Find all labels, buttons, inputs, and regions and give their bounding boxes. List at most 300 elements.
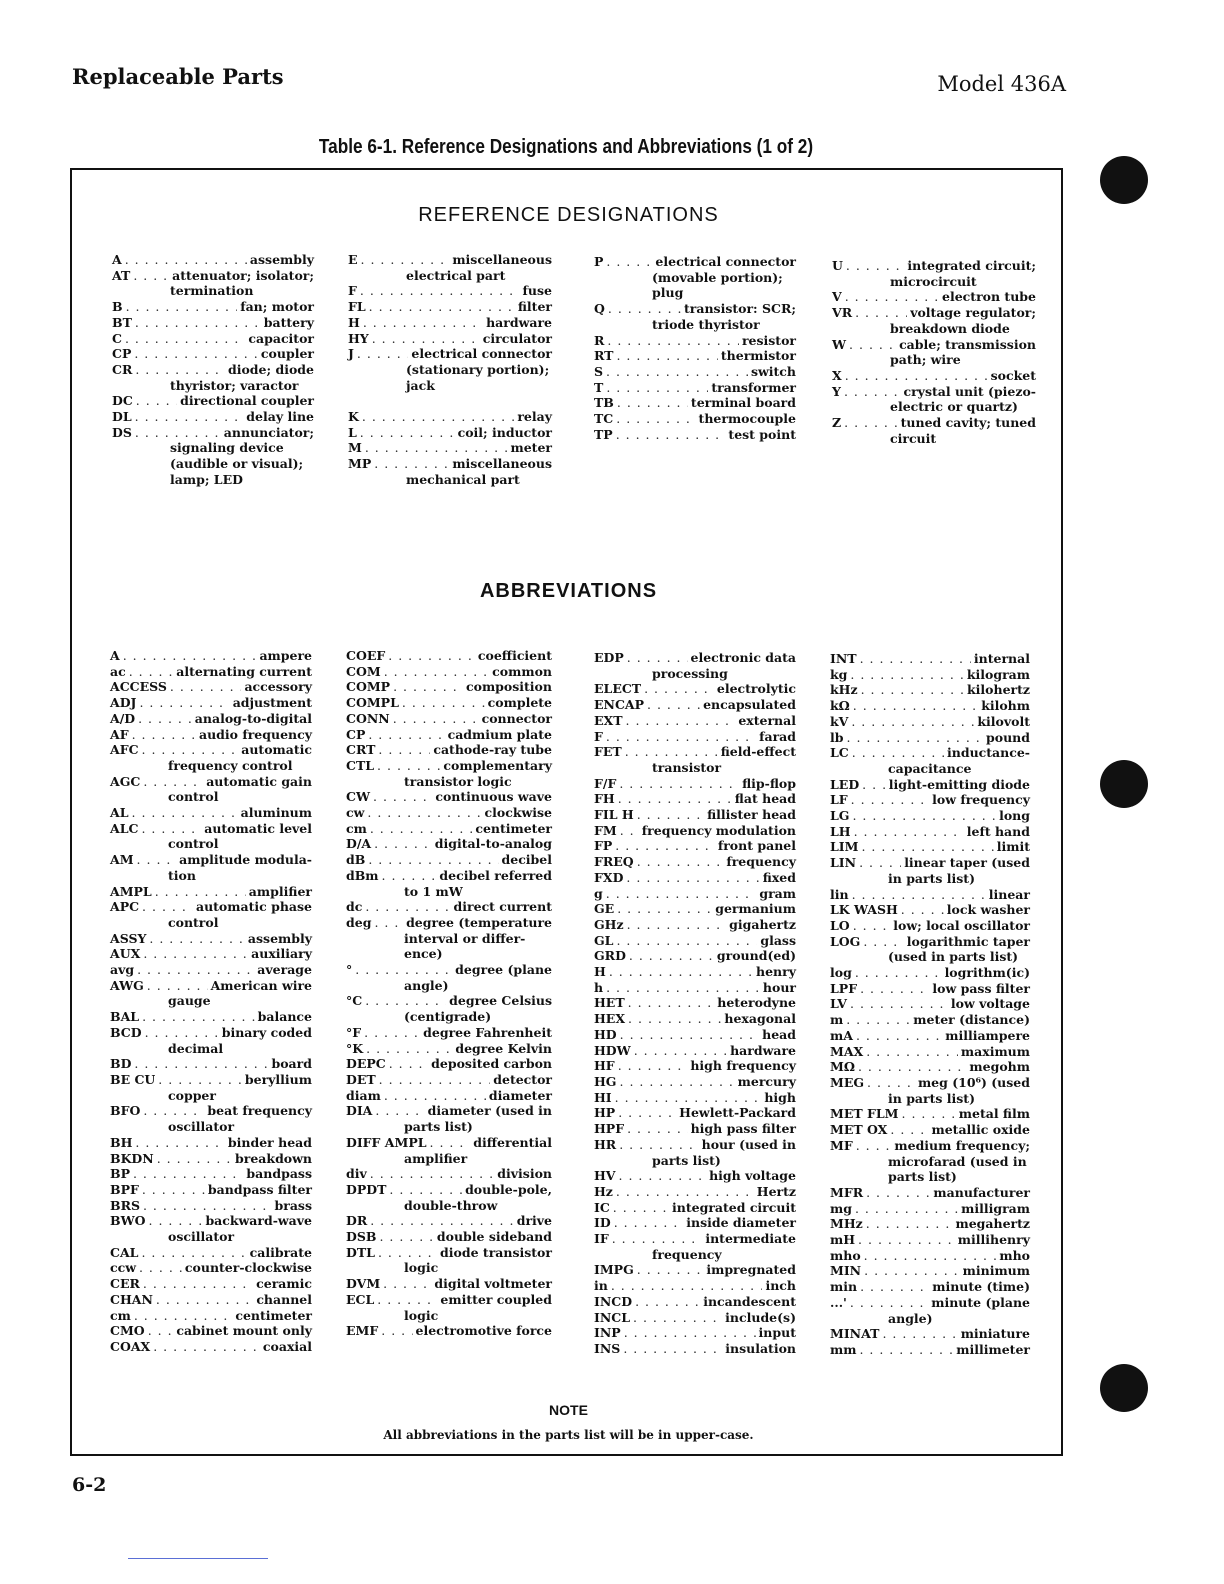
leader-dots [381, 1323, 412, 1339]
entry [110, 1276, 312, 1292]
entry-definition: fan; motor [240, 299, 314, 315]
entry-term: FET [594, 744, 622, 760]
leader-dots [360, 425, 455, 441]
entry [110, 679, 312, 695]
entry-definition: coupler [260, 346, 314, 362]
entry-definition: metal film [958, 1106, 1030, 1122]
leader-dots [155, 884, 246, 900]
entry-definition: channel [256, 1291, 312, 1307]
entry-definition: capacitor [248, 330, 314, 346]
entry [830, 1122, 1030, 1138]
ref-column-3 [594, 254, 796, 442]
entry [594, 348, 796, 364]
leader-dots [635, 1294, 700, 1310]
entry-continuation: circuit [890, 430, 937, 446]
entry-definition: logrithm(ic) [944, 965, 1030, 981]
entry [348, 346, 552, 393]
leader-dots [370, 1166, 495, 1182]
entry-term: Y [832, 383, 841, 399]
entry-continuation: angle) [888, 1310, 933, 1326]
leader-dots [133, 1166, 243, 1182]
entry-definition: include(s) [725, 1309, 796, 1325]
entry-definition: miscellaneous [452, 456, 552, 472]
entry-definition: electrical connector [655, 254, 796, 269]
leader-dots [860, 1279, 929, 1295]
entry-term: GHz [594, 916, 624, 932]
leader-dots [378, 1245, 437, 1261]
entry-term: TC [594, 411, 614, 427]
leader-dots [142, 742, 239, 758]
entry [346, 836, 552, 852]
entry-term: HEX [594, 1011, 626, 1027]
entry [346, 993, 552, 1024]
leader-dots [378, 742, 430, 758]
entry-definition: continuous wave [435, 789, 552, 805]
entry [830, 1216, 1030, 1232]
entry-definition: automatic gain [206, 773, 312, 789]
entry [594, 744, 796, 775]
entry-term: EXT [594, 712, 623, 728]
leader-dots [609, 964, 753, 980]
leader-dots [367, 805, 481, 821]
note-heading: NOTE [549, 1402, 588, 1418]
entry-continuation: electric or quartz) [890, 399, 1018, 415]
entry-term: EMF [346, 1323, 379, 1339]
entry [348, 315, 552, 331]
entry [830, 918, 1030, 934]
leader-dots [637, 1262, 704, 1278]
leader-dots [389, 1056, 428, 1072]
leader-dots [852, 808, 996, 824]
leader-dots [138, 711, 192, 727]
entry-term: FXD [594, 869, 624, 885]
abbr-column-3 [594, 650, 796, 1357]
entry-definition: impregnated [706, 1262, 796, 1278]
leader-dots [374, 915, 403, 931]
entry [112, 425, 314, 488]
entry-term: mA [830, 1027, 853, 1043]
leader-dots [859, 855, 901, 871]
leader-dots [637, 854, 724, 870]
leader-dots [863, 934, 903, 950]
entry-term: ...' [830, 1294, 847, 1310]
leader-dots [143, 774, 203, 790]
entry [594, 1215, 796, 1231]
leader-dots [135, 409, 244, 425]
entry [112, 268, 314, 299]
entry-definition: connector [481, 710, 552, 726]
entry [594, 1090, 796, 1106]
entry-definition: linear taper (used [904, 855, 1030, 871]
entry-term: kV [830, 713, 849, 729]
entry [110, 1072, 312, 1103]
entry-continuation: electrical part [406, 267, 506, 283]
entry [832, 289, 1036, 305]
leader-dots [616, 411, 695, 427]
entry-definition: millimeter [956, 1341, 1030, 1357]
leader-dots [125, 331, 245, 347]
entry-definition: meg (10⁶) (used [917, 1074, 1030, 1090]
leader-dots [901, 902, 944, 918]
entry-term: F [594, 728, 603, 744]
entry [594, 411, 796, 427]
punch-hole [1100, 156, 1148, 204]
entry [830, 1342, 1030, 1358]
leader-dots [860, 981, 929, 997]
leader-dots [850, 1295, 928, 1311]
entry [110, 1213, 312, 1244]
entry-definition: external [738, 712, 796, 728]
leader-dots [844, 384, 901, 400]
entry-definition: high [764, 1089, 796, 1105]
entry-definition: average [257, 962, 312, 978]
entry-term: FM [594, 822, 617, 838]
entry-definition: resistor [741, 332, 796, 348]
entry-term: A [112, 252, 122, 267]
entry-definition: high pass filter [690, 1121, 796, 1137]
entry [110, 1135, 312, 1151]
entry-term: CP [112, 346, 132, 362]
entry-term: IC [594, 1199, 610, 1215]
entry-term: INCD [594, 1293, 633, 1309]
entry-term: diam [346, 1087, 381, 1103]
entry-term: ALC [110, 820, 139, 836]
entry-definition: ground(ed) [716, 948, 796, 964]
entry [594, 1027, 796, 1043]
entry [346, 742, 552, 758]
entry-term: BWO [110, 1213, 146, 1229]
entry [830, 745, 1030, 776]
entry-term: W [832, 336, 847, 352]
leader-dots [647, 697, 700, 713]
entry-term: TB [594, 395, 614, 411]
entry-definition: decibel referred [439, 867, 552, 883]
entry-definition: electronic data [690, 650, 796, 665]
entry-definition: decibel [501, 852, 552, 868]
entry [830, 1232, 1030, 1248]
entry-definition: digital voltmeter [434, 1276, 552, 1292]
entry-definition: delay line [246, 409, 314, 425]
entry-term: h [594, 979, 604, 995]
entry-definition: degree Fahrenheit [423, 1024, 552, 1040]
entry-continuation: angle) [404, 977, 449, 993]
leader-dots [384, 664, 489, 680]
leader-dots [852, 745, 944, 761]
entry-definition: intermediate [705, 1231, 796, 1247]
entry [830, 934, 1030, 965]
entry [594, 333, 796, 349]
entry [346, 805, 552, 821]
entry-definition: incandescent [703, 1293, 796, 1309]
entry-definition: head [762, 1026, 796, 1042]
entry [594, 948, 796, 964]
entry [346, 1166, 552, 1182]
leader-dots [129, 664, 174, 680]
entry [346, 821, 552, 837]
entry-definition: low; local oscillator [893, 917, 1030, 933]
entry-term: HG [594, 1073, 617, 1089]
leader-dots [844, 415, 898, 431]
leader-dots [853, 698, 978, 714]
entry-definition: relay [517, 409, 552, 425]
entry-definition: kilogram [966, 666, 1030, 682]
entry [594, 823, 796, 839]
entry [346, 1088, 552, 1104]
entry-definition: low frequency [932, 792, 1030, 808]
leader-dots [135, 315, 261, 331]
leader-dots [606, 380, 708, 396]
entry [594, 838, 796, 854]
entry [110, 1198, 312, 1214]
leader-dots [156, 1292, 253, 1308]
entry-definition: millihenry [957, 1232, 1030, 1248]
entry-term: CONN [346, 710, 390, 726]
entry-term: F/F [594, 775, 617, 791]
entry-term: dc [346, 899, 363, 915]
entry-term: AF [110, 726, 129, 742]
entry-term: FIL H [594, 807, 634, 823]
entry-definition: bandpass [246, 1166, 312, 1182]
leader-dots [890, 1122, 928, 1138]
entry-definition: frequency modulation [641, 822, 796, 838]
entry [346, 1245, 552, 1276]
entry-term: MAX [830, 1043, 864, 1059]
entry-term: min [830, 1279, 858, 1295]
entry-definition: terminal board [690, 395, 796, 411]
entry [594, 886, 796, 902]
entry-definition: miniature [960, 1326, 1030, 1342]
entry-definition: adjustment [232, 695, 312, 711]
entry [830, 714, 1030, 730]
entry-definition: cathode-ray tube [433, 742, 552, 758]
leader-dots [388, 648, 475, 664]
entry [830, 808, 1030, 824]
entry-definition: composition [466, 679, 552, 695]
leader-dots [864, 1248, 997, 1264]
entry-definition: hardware [730, 1042, 796, 1058]
entry-definition: alternating current [176, 663, 312, 679]
entry-term: MET FLM [830, 1106, 899, 1122]
entry-definition: Hertz [756, 1183, 796, 1199]
entry [594, 1043, 796, 1059]
entry-continuation: triode thyristor [652, 316, 760, 332]
entry-definition: mho [999, 1247, 1030, 1263]
entry-definition: division [497, 1166, 552, 1182]
entry [830, 1138, 1030, 1185]
entry-term: BH [110, 1134, 133, 1150]
entry-term: CW [346, 789, 370, 805]
entry [346, 899, 552, 915]
entry-term: FL [348, 299, 366, 315]
entry-term: FH [594, 791, 615, 807]
entry [112, 362, 314, 393]
leader-dots [862, 777, 886, 793]
leader-dots [132, 805, 238, 821]
entry-definition: internal [973, 651, 1030, 666]
entry [594, 364, 796, 380]
entry [346, 1041, 552, 1057]
entry [830, 667, 1030, 683]
leader-dots [379, 1072, 491, 1088]
leader-dots [856, 1028, 942, 1044]
entry-definition: electromotive force [415, 1323, 552, 1339]
ref-column-4 [832, 258, 1036, 446]
leader-dots [846, 1012, 910, 1028]
leader-dots [134, 1056, 268, 1072]
entry-definition: farad [759, 728, 796, 744]
entry [346, 648, 552, 664]
leader-dots [606, 254, 652, 270]
entry [594, 933, 796, 949]
leader-dots [623, 1341, 722, 1357]
entry-definition: minute (time) [932, 1279, 1030, 1295]
leader-dots [850, 667, 963, 683]
entry-definition: electrolytic [716, 681, 796, 697]
entry [346, 664, 552, 680]
entry-definition: metallic oxide [931, 1122, 1030, 1138]
entry-definition: binder head [227, 1134, 312, 1150]
entry-definition: henry [756, 964, 796, 980]
entry-definition: annunciator; [223, 424, 314, 440]
leader-dots [139, 695, 229, 711]
entry-definition: amplifier [248, 883, 312, 899]
leader-dots [614, 1215, 684, 1231]
entry-term: Z [832, 415, 842, 431]
reference-designations-title: REFERENCE DESIGNATIONS [418, 204, 719, 226]
leader-dots [606, 980, 760, 996]
leader-dots [619, 1137, 698, 1153]
leader-dots [383, 1276, 431, 1292]
leader-dots [153, 1339, 260, 1355]
entry [594, 1121, 796, 1137]
entry [594, 1058, 796, 1074]
entry [594, 901, 796, 917]
entry-term: CER [110, 1276, 140, 1292]
entry-term: H [348, 314, 360, 330]
entry-definition: centimeter [475, 820, 552, 836]
running-header-left: Replaceable Parts [72, 64, 284, 89]
entry-term: BKDN [110, 1150, 154, 1166]
entry-continuation: frequency control [168, 757, 293, 773]
entry-definition: high voltage [709, 1168, 796, 1184]
leader-dots [628, 995, 715, 1011]
leader-dots [142, 1182, 205, 1198]
entry [348, 456, 552, 487]
entry-term: K [348, 409, 359, 425]
entry-term: HP [594, 1105, 616, 1121]
entry-term: FREQ [594, 854, 634, 870]
entry-term: FP [594, 838, 613, 854]
entry-term: kΩ [830, 698, 850, 714]
entry-definition: circulator [482, 330, 552, 346]
leader-dots [853, 918, 891, 934]
entry-definition: degree (temperature [406, 914, 552, 930]
entry-definition: megohm [969, 1059, 1030, 1075]
entry-definition: automatic phase [195, 899, 312, 915]
entry-continuation: (used in parts list) [888, 949, 1019, 965]
leader-dots [368, 852, 498, 868]
entry [594, 917, 796, 933]
entry-definition: milliampere [945, 1027, 1030, 1043]
leader-dots [618, 1105, 676, 1121]
entry [830, 1028, 1030, 1044]
entry-term: D/A [346, 836, 372, 852]
entry-term: ELECT [594, 681, 642, 697]
entry-continuation: logic [404, 1260, 439, 1276]
entry [110, 946, 312, 962]
entry-definition: fillister head [707, 807, 796, 823]
leader-dots [626, 713, 736, 729]
entry-definition: inductance- [947, 745, 1030, 761]
entry-term: CP [346, 726, 366, 742]
entry [594, 1310, 796, 1326]
entry-term: DVM [346, 1276, 381, 1292]
entry-definition: degree Celsius [449, 993, 552, 1009]
leader-dots [133, 268, 169, 284]
entry-definition: coil; inductor [457, 424, 552, 440]
leader-dots [859, 1342, 953, 1358]
entry [594, 1074, 796, 1090]
leader-dots [615, 1090, 762, 1106]
entry-definition: front panel [717, 838, 796, 854]
entry [110, 1339, 312, 1355]
entry-term: LOG [830, 933, 861, 949]
entry-continuation: frequency [652, 1246, 722, 1262]
entry-term: avg [110, 962, 135, 978]
leader-dots [624, 1325, 756, 1341]
leader-dots [135, 1135, 225, 1151]
entry-term: GE [594, 901, 615, 917]
leader-dots [123, 648, 257, 664]
entry [830, 777, 1030, 793]
entry [594, 681, 796, 697]
entry-definition: board [271, 1056, 312, 1072]
entry-definition: heterodyne [717, 995, 796, 1011]
entry-continuation: microfarad (used in [888, 1153, 1027, 1169]
entry-term: DC [112, 393, 133, 409]
entry-definition: glass [760, 932, 796, 948]
entry-definition: meter [510, 440, 552, 456]
entry-term: deg [346, 914, 372, 930]
leader-dots [137, 852, 177, 868]
entry-definition: differential [473, 1134, 552, 1150]
entry-definition: limit [996, 839, 1030, 855]
entry-definition: test point [728, 426, 796, 442]
entry-term: DS [112, 424, 132, 440]
entry [594, 980, 796, 996]
entry [830, 1279, 1030, 1295]
entry-continuation: to 1 mW [404, 883, 463, 899]
entry-definition: voltage regulator; [910, 305, 1036, 321]
leader-dots [606, 886, 757, 902]
entry-term: H [594, 964, 606, 980]
entry-term: LO [830, 917, 850, 933]
entry-definition: cabinet mount only [176, 1323, 312, 1339]
entry-continuation: logic [404, 1307, 439, 1323]
entry-definition: minute (plane [931, 1294, 1030, 1310]
leader-dots [142, 1009, 255, 1025]
leader-dots [382, 868, 437, 884]
entry [830, 698, 1030, 714]
leader-dots [365, 440, 508, 456]
entry [830, 682, 1030, 698]
entry-definition: tuned cavity; tuned [900, 415, 1036, 431]
entry [594, 713, 796, 729]
entry-term: CR [112, 361, 133, 377]
entry-definition: diode; diode [227, 361, 314, 377]
entry-continuation: double-throw [404, 1197, 498, 1213]
entry-term: C [112, 330, 122, 346]
